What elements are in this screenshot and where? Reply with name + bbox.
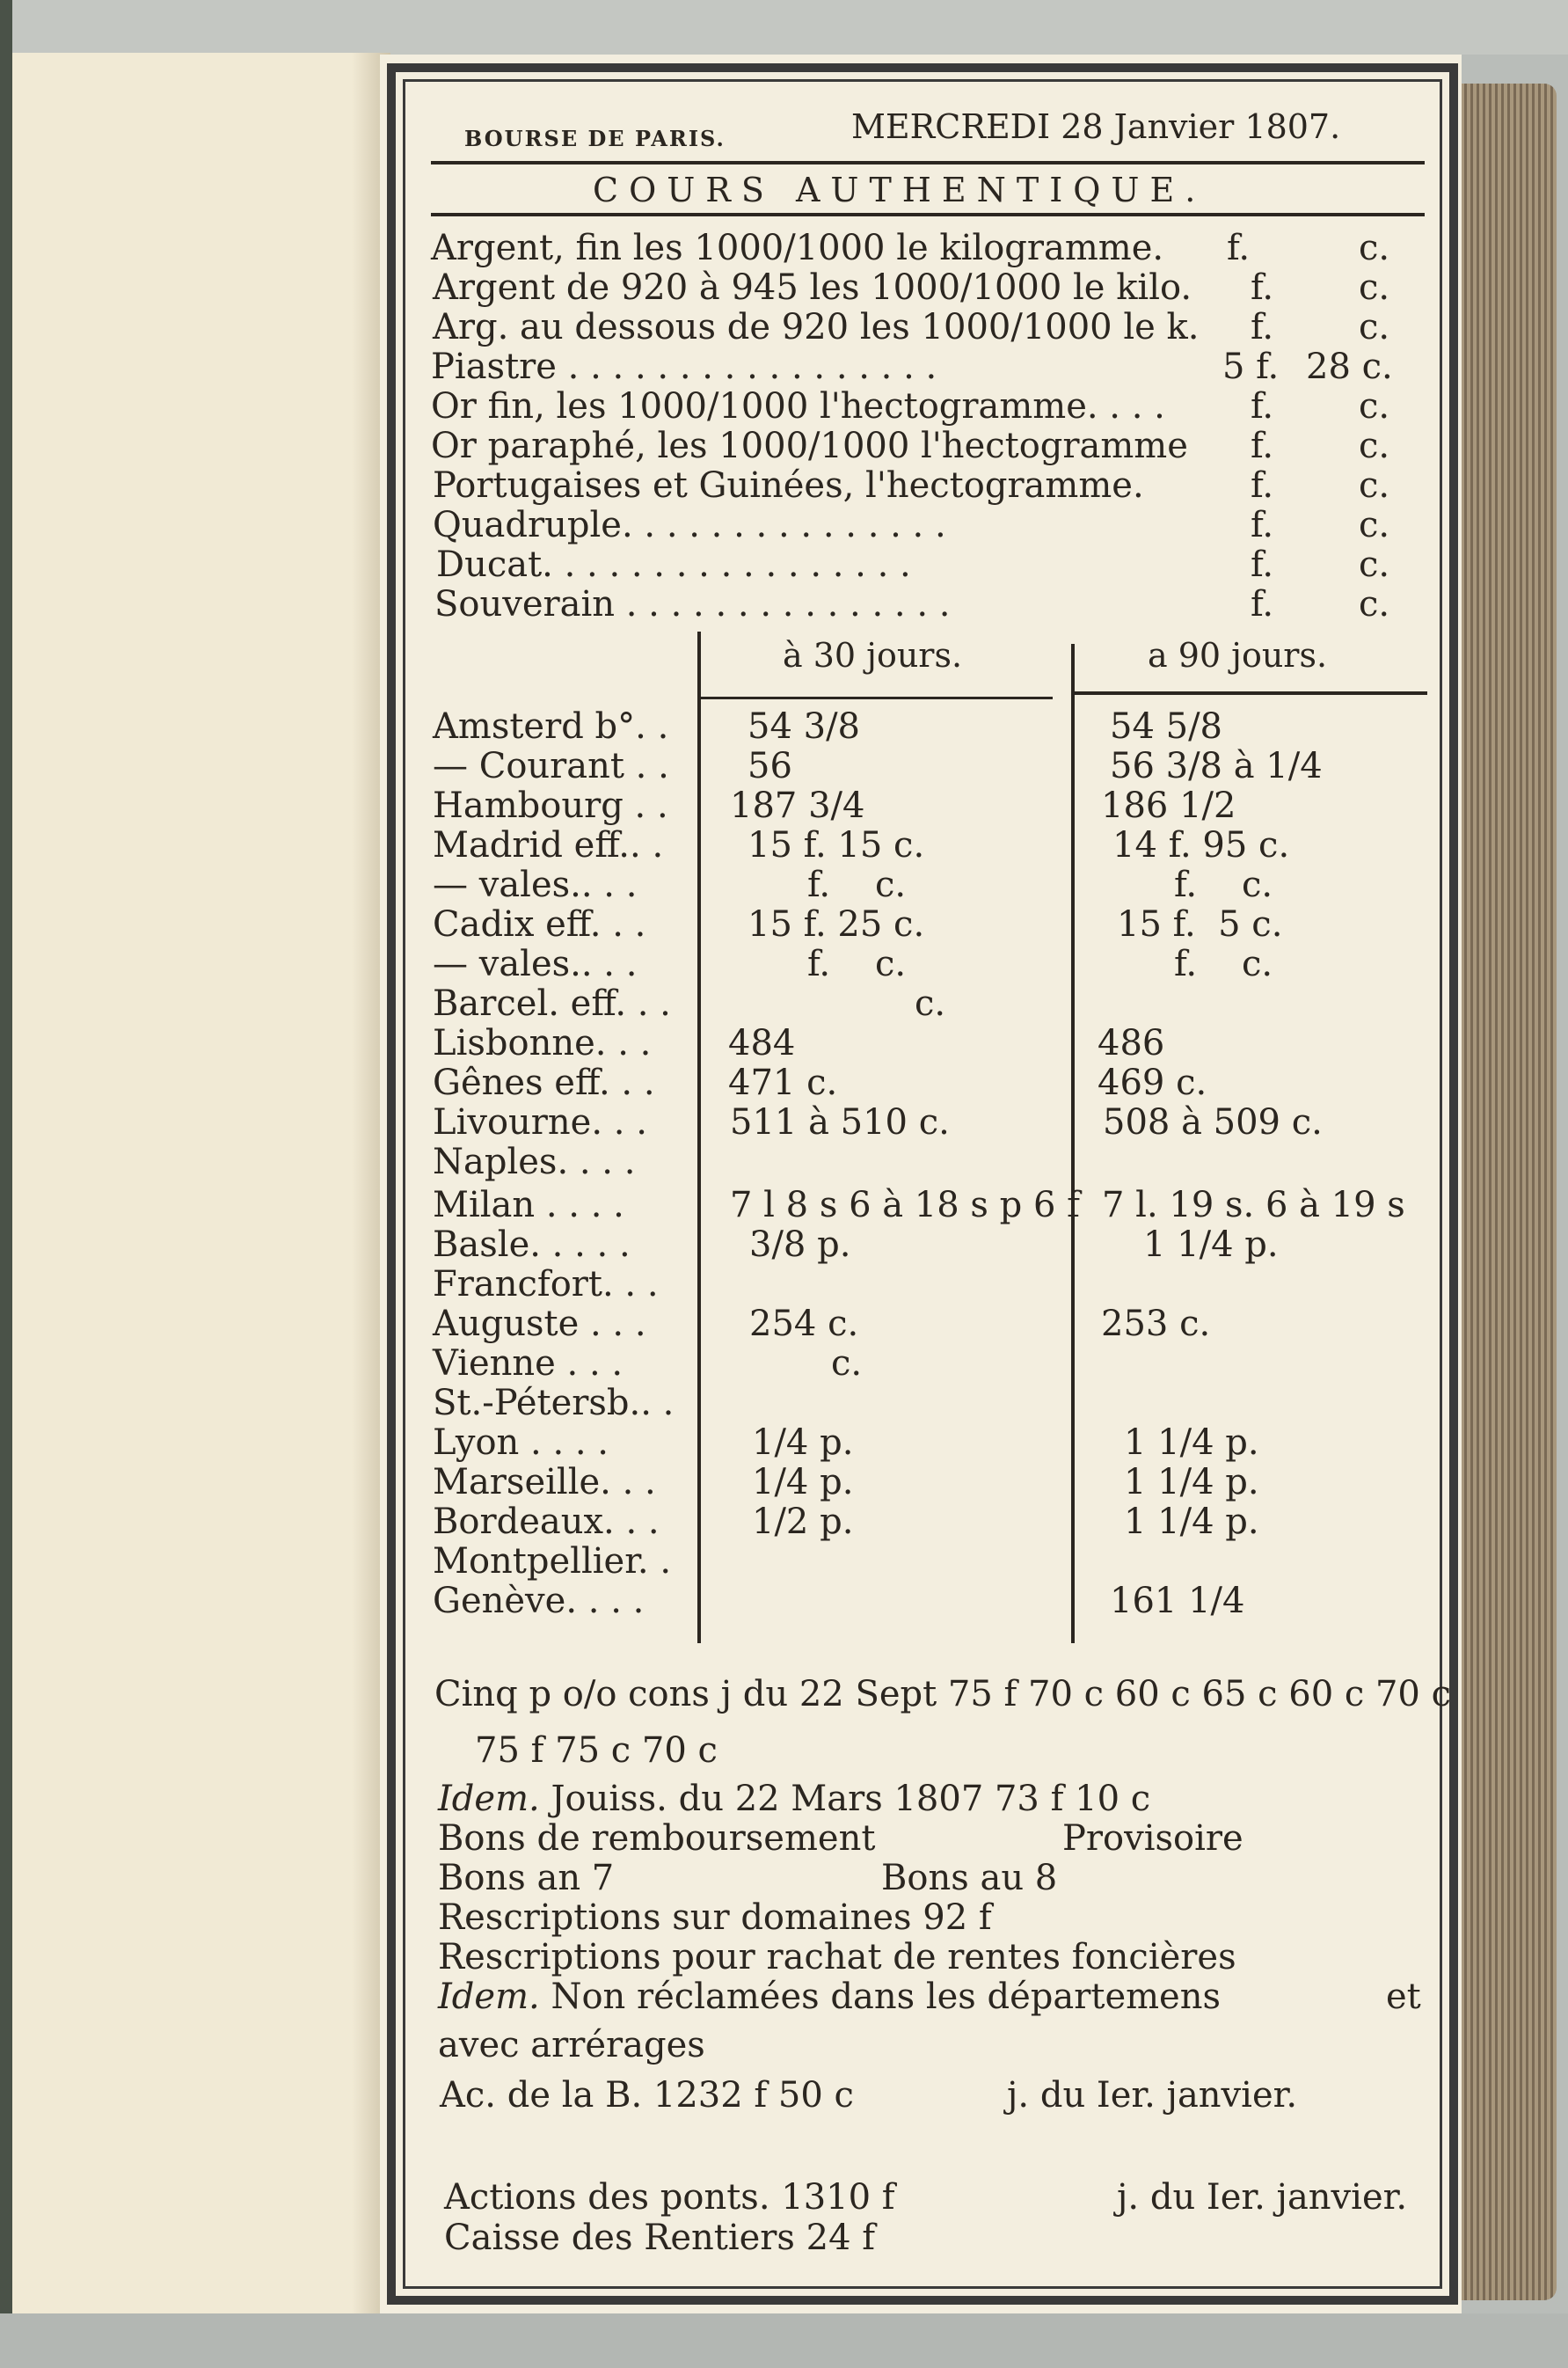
rate-90: 54 5/8: [1110, 706, 1222, 747]
date-heading: MERCREDI 28 Janvier 1807.: [851, 107, 1341, 146]
exchange-place: Basle. . . . .: [433, 1224, 631, 1265]
rate-30: 3/8 p.: [749, 1224, 851, 1265]
rate-90: f. c.: [1174, 865, 1273, 905]
exchange-place: Francfort. . .: [433, 1264, 659, 1305]
metal-label: Souverain . . . . . . . . . . . . . . .: [434, 584, 951, 625]
metal-centimes: 28 c.: [1306, 347, 1393, 387]
metal-label: Quadruple. . . . . . . . . . . . . . .: [433, 505, 946, 545]
section-title: COURS AUTHENTIQUE.: [593, 171, 1207, 209]
scan-top-background: [0, 0, 1568, 55]
metal-label: Or fin, les 1000/1000 l'hectogramme. . . .: [431, 386, 1165, 427]
rate-30: 7 l 8 s 6 à 18 s p 6 f: [730, 1185, 1080, 1225]
rate-90: 56 3/8 à 1/4: [1110, 746, 1323, 786]
metal-centimes: c.: [1359, 426, 1390, 466]
rate-30: f. c.: [807, 944, 907, 984]
rate-30: 1/4 p.: [752, 1422, 854, 1463]
cinq-pour-cent-line: Cinq p o/o cons j du 22 Sept 75 f 70 c 60 c 65 c 60 c 70 c: [434, 1674, 1451, 1714]
rule: [1071, 691, 1427, 695]
rate-90: 161 1/4: [1110, 1581, 1245, 1621]
exchange-place: Marseille. . .: [433, 1462, 656, 1502]
left-blank-page: [12, 53, 390, 2315]
scan-bottom-background: [0, 2313, 1568, 2368]
idem-jouissance: [438, 1779, 1151, 1819]
rate-90: 1 1/4 p.: [1124, 1422, 1259, 1463]
exchange-place: Genève. . . .: [433, 1581, 645, 1621]
exchange-place: Gênes eff. . .: [433, 1063, 655, 1103]
exchange-place: Auguste . . .: [433, 1304, 646, 1344]
metal-francs: f.: [1251, 505, 1274, 545]
idem-non-reclamees: [438, 1977, 1222, 2017]
et: et: [1386, 1977, 1421, 2017]
ponts-jouissance: j. du Ier. janvier.: [1117, 2177, 1408, 2218]
metal-centimes: c.: [1359, 465, 1390, 506]
metal-centimes: c.: [1359, 584, 1390, 625]
exchange-place: Naples. . . .: [433, 1142, 636, 1182]
exchange-place: Amsterd b°. .: [433, 706, 669, 747]
exchange-place: Madrid eff.. .: [433, 825, 664, 866]
exchange-place: Montpellier. .: [433, 1541, 672, 1582]
metal-label: Arg. au dessous de 920 les 1000/1000 le k.: [433, 307, 1200, 347]
exchange-place: Milan . . . .: [433, 1185, 624, 1225]
rate-90: 508 à 509 c.: [1103, 1102, 1323, 1143]
rate-30: c.: [915, 983, 946, 1024]
rate-90: f. c.: [1174, 944, 1273, 984]
exchange-place: Lyon . . . .: [433, 1422, 609, 1463]
metal-francs: f.: [1251, 465, 1274, 506]
metal-francs: f.: [1251, 307, 1274, 347]
metal-centimes: c.: [1359, 228, 1390, 268]
metal-label: Argent, fin les 1000/1000 le kilogramme.: [431, 228, 1164, 268]
idem-italic: Idem.: [438, 1779, 540, 1819]
rate-30: 471 c.: [728, 1063, 838, 1103]
metal-centimes: c.: [1359, 267, 1390, 308]
metal-label: Ducat. . . . . . . . . . . . . . . . .: [436, 544, 911, 585]
exchange-place: Livourne. . .: [433, 1102, 647, 1143]
metal-francs: f.: [1251, 584, 1274, 625]
cinq-pour-cent-continued: 75 f 75 c 70 c: [475, 1730, 718, 1771]
rate-30: 1/2 p.: [752, 1502, 854, 1542]
caisse-rentiers: Caisse des Rentiers 24 f: [444, 2218, 876, 2258]
bourse-label: BOURSE DE PARIS.: [464, 126, 726, 151]
metal-label: Argent de 920 à 945 les 1000/1000 le kilo.: [433, 267, 1192, 308]
avec-arrerages: avec arrérages: [438, 2025, 705, 2065]
rate-90: 253 c.: [1101, 1304, 1211, 1344]
header-90-days: a 90 jours.: [1148, 636, 1328, 675]
provisoire: Provisoire: [1062, 1818, 1243, 1859]
rate-30: 1/4 p.: [752, 1462, 854, 1502]
rate-90: 469 c.: [1098, 1063, 1207, 1103]
rate-30: 484: [728, 1023, 796, 1063]
rate-90: 1 1/4 p.: [1143, 1224, 1279, 1265]
exchange-place: Lisbonne. . .: [433, 1023, 652, 1063]
metal-label: Or paraphé, les 1000/1000 l'hectogramme: [431, 426, 1188, 466]
metal-francs: f.: [1251, 386, 1274, 427]
metal-francs: f.: [1251, 267, 1274, 308]
exchange-place: Bordeaux. . .: [433, 1502, 660, 1542]
rate-90: 14 f. 95 c.: [1112, 825, 1290, 866]
metal-centimes: c.: [1359, 307, 1390, 347]
metal-francs: f.: [1227, 228, 1251, 268]
exchange-place: — Courant . .: [433, 746, 669, 786]
metal-francs: f.: [1251, 426, 1274, 466]
rate-90: 1 1/4 p.: [1124, 1502, 1259, 1542]
rescriptions-rachat: Rescriptions pour rachat de rentes foncières: [438, 1937, 1236, 1977]
metal-centimes: c.: [1359, 544, 1390, 585]
rate-30: f. c.: [807, 865, 907, 905]
rate-30: 254 c.: [749, 1304, 859, 1344]
exchange-place: Barcel. eff. . .: [433, 983, 671, 1024]
column-rule: [697, 632, 701, 1643]
exchange-place: — vales.. . .: [433, 944, 638, 984]
actions-ponts: Actions des ponts. 1310 f: [444, 2177, 895, 2218]
actions-banque: Ac. de la B. 1232 f 50 c: [440, 2075, 854, 2116]
rescriptions-domaines: Rescriptions sur domaines 92 f: [438, 1897, 992, 1938]
rate-30: 56: [748, 746, 792, 786]
exchange-place: St.-Pétersb.. .: [433, 1383, 675, 1423]
rule: [431, 213, 1425, 216]
metal-centimes: c.: [1359, 505, 1390, 545]
rate-90: 186 1/2: [1101, 786, 1236, 826]
idem-non-reclamees-text: Non réclamées dans les départemens: [551, 1977, 1222, 2017]
exchange-place: Vienne . . .: [433, 1343, 624, 1384]
rate-30: 15 f. 15 c.: [748, 825, 925, 866]
metal-francs: f.: [1251, 544, 1274, 585]
rate-30: 15 f. 25 c.: [748, 904, 925, 945]
metal-francs: 5 f.: [1222, 347, 1280, 387]
book-spine: [0, 0, 12, 2368]
column-rule: [1071, 644, 1075, 1643]
rate-90: 1 1/4 p.: [1124, 1462, 1259, 1502]
metal-label: Portugaises et Guinées, l'hectogramme.: [433, 465, 1144, 506]
metal-centimes: c.: [1359, 386, 1390, 427]
rate-90: 7 l. 19 s. 6 à 19 s: [1102, 1185, 1405, 1225]
rate-30: 54 3/8: [748, 706, 860, 747]
exchange-place: Cadix eff. . .: [433, 904, 646, 945]
exchange-place: — vales.. . .: [433, 865, 638, 905]
bons-an-8: Bons au 8: [881, 1858, 1058, 1898]
bons-remboursement: Bons de remboursement: [438, 1818, 876, 1859]
rate-30: c.: [831, 1343, 863, 1384]
rule: [431, 161, 1425, 164]
rate-90: 15 f. 5 c.: [1117, 904, 1283, 945]
bons-an-7: Bons an 7: [438, 1858, 615, 1898]
banque-jouissance: j. du Ier. janvier.: [1007, 2075, 1298, 2116]
idem-italic: Idem.: [438, 1977, 540, 2017]
rate-30: 511 à 510 c.: [730, 1102, 950, 1143]
rule: [701, 697, 1053, 699]
rate-90: 486: [1098, 1023, 1165, 1063]
exchange-place: Hambourg . .: [433, 786, 668, 826]
idem-jouissance-text: Jouiss. du 22 Mars 1807 73 f 10 c: [551, 1779, 1151, 1819]
header-30-days: à 30 jours.: [783, 636, 963, 675]
metal-label: Piastre . . . . . . . . . . . . . . . . .: [431, 347, 937, 387]
rate-30: 187 3/4: [730, 786, 865, 826]
